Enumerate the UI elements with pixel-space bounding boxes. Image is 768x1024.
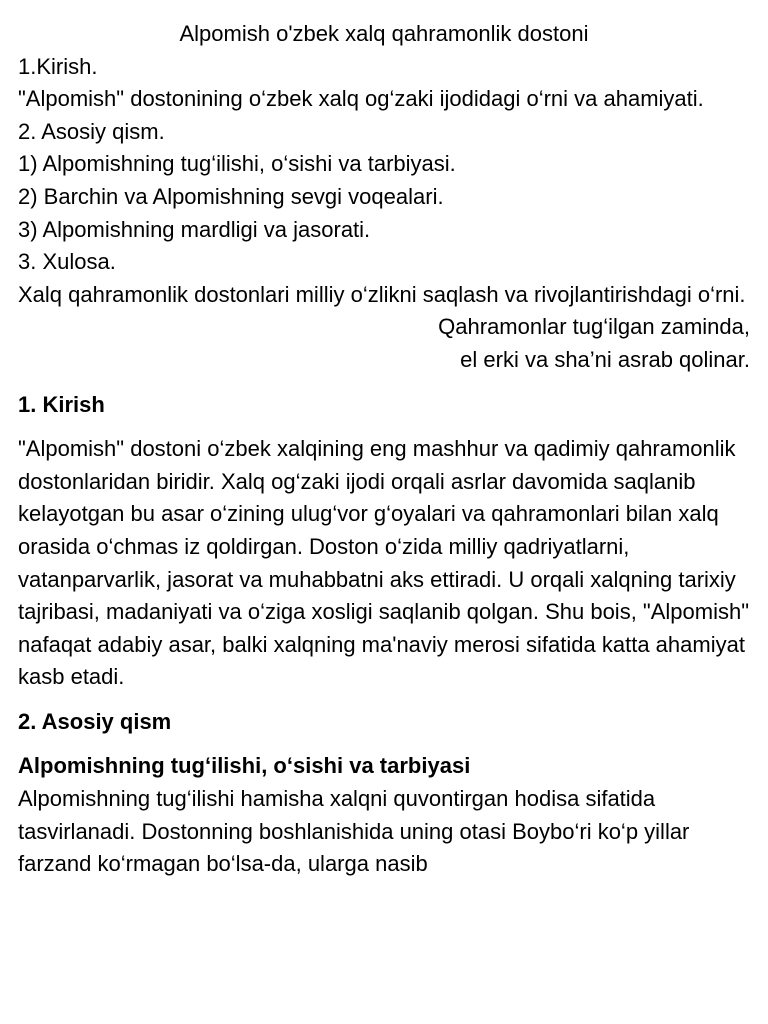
section-paragraph: "Alpomish" dostoni o‘zbek xalqining eng mashhur va qadimiy qahramonlik dostonlaridan biridir. Xalq og‘zaki ijodi orqali asrlar davomida saqlanib kelayotgan bu asar o‘zining ulug‘vor g‘oyalari va qahramonlari bilan xalq orasida o‘chmas iz qoldirgan. Doston o‘zida milliy qadriyatlarni, vatanparvarlik, jasorat va muhabbatni aks ettiradi. U orqali xalqning tarixiy tajribasi, madaniyati va o‘ziga xosligi saqlanib qolgan. Shu bois, "Alpomish" nafaqat adabiy asar, balki xalqning ma'naviy merosi sifatida katta ahamiyat kasb etadi. <box>18 436 750 690</box>
epigraph-line: el erki va sha’ni asrab qolinar. <box>460 346 750 372</box>
section-subheading: Alpomishning tug‘ilishi, o‘sishi va tarbiyasi <box>18 753 471 779</box>
outline-item: 3) Alpomishning mardligi va jasorati. <box>18 216 371 242</box>
epigraph <box>18 311 750 376</box>
section-introduction <box>18 389 750 694</box>
section-paragraph: Alpomishning tug‘ilishi hamisha xalqni quvontirgan hodisa sifatida tasvirlanadi. Dostonning boshlanishida uning otasi Boybo‘ri ko‘p yillar farzand ko‘rmagan bo‘lsa-da, ularga nasib <box>18 786 690 877</box>
outline-item: 1.Kirish. <box>18 53 98 79</box>
section-heading: 1. Kirish <box>18 391 105 417</box>
document-page <box>18 18 750 881</box>
outline-item: 1) Alpomishning tug‘ilishi, o‘sishi va tarbiyasi. <box>18 151 456 177</box>
section-heading: 2. Asosiy qism <box>18 708 172 734</box>
outline-item: "Alpomish" dostonining o‘zbek xalq og‘zaki ijodidagi o‘rni va ahamiyati. <box>18 86 704 112</box>
epigraph-line: Qahramonlar tug‘ilgan zaminda, <box>438 314 750 340</box>
outline-item: 3. Xulosa. <box>18 249 116 275</box>
outline-item: 2. Asosiy qism. <box>18 118 165 144</box>
outline-item: 2) Barchin va Alpomishning sevgi voqealari. <box>18 183 444 209</box>
outline <box>18 51 750 312</box>
document-title: Alpomish o'zbek xalq qahramonlik dostoni <box>179 21 589 46</box>
outline-item: Xalq qahramonlik dostonlari milliy o‘zlikni saqlash va rivojlantirishdagi o‘rni. <box>18 281 746 307</box>
section-main-part <box>18 706 750 881</box>
